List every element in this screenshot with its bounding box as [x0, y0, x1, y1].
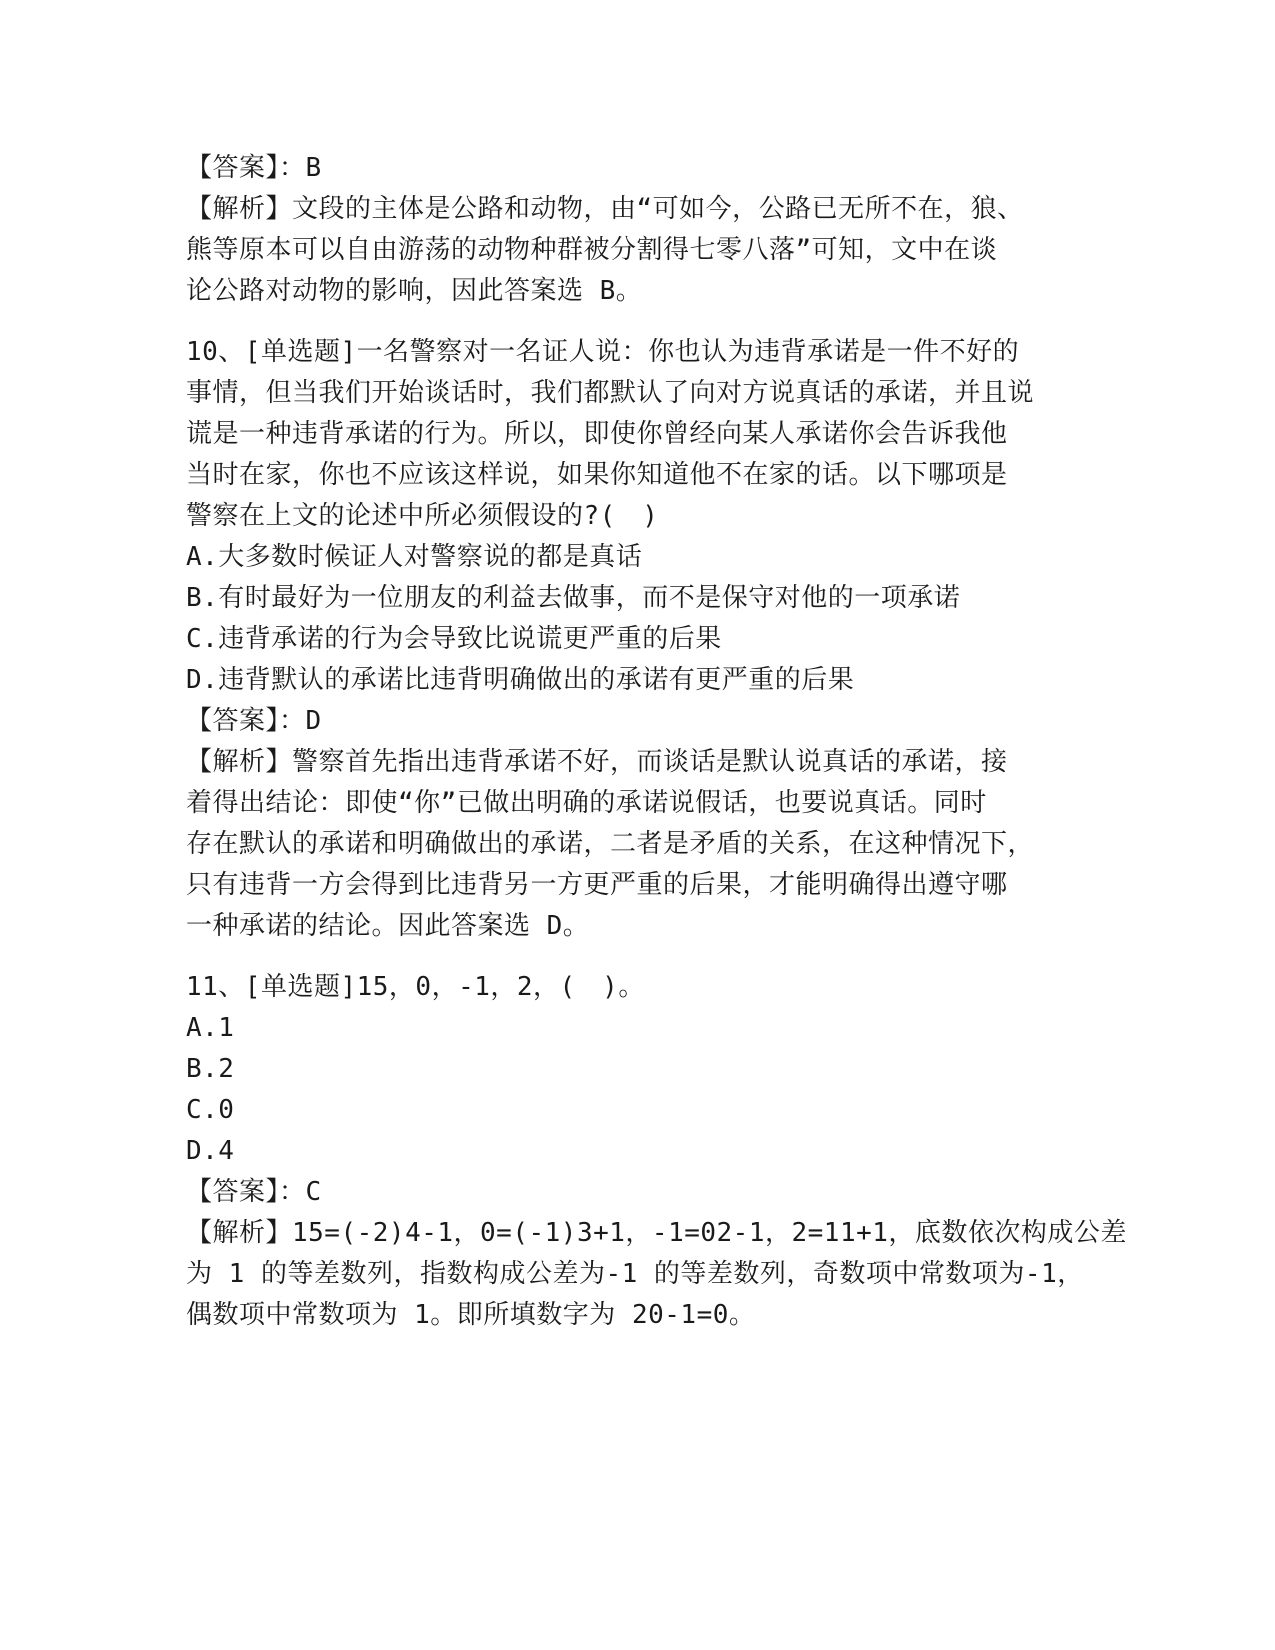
analysis-line: 为 1 的等差数列，指数构成公差为-1 的等差数列，奇数项中常数项为-1，: [186, 1259, 1084, 1289]
analysis-line: 熊等原本可以自由游荡的动物种群被分割得七零八落”可知，文中在谈: [186, 235, 998, 265]
answer-line: 【答案】：D: [186, 706, 322, 736]
question-line: 警察在上文的论述中所必须假设的?( ): [186, 501, 659, 531]
question-line: 当时在家，你也不应该这样说，如果你知道他不在家的话。以下哪项是: [186, 460, 1008, 490]
answer-line: 【答案】：C: [186, 1177, 322, 1207]
spacer: [186, 312, 1086, 332]
question-9-tail: [186, 148, 1086, 312]
analysis-block: [186, 189, 1086, 312]
question-text: [186, 332, 1086, 537]
analysis-line: 着得出结论：即使“你”已做出明确的承诺说假话，也要说真话。同时: [186, 788, 987, 818]
analysis-line: 【解析】文段的主体是公路和动物，由“可如今，公路已无所不在，狼、: [186, 194, 1024, 224]
analysis-line: 存在默认的承诺和明确做出的承诺，二者是矛盾的关系，在这种情况下，: [186, 829, 1035, 859]
question-11: [186, 967, 1127, 1336]
document-page: [186, 148, 1127, 1336]
option-a: A.大多数时候证人对警察说的都是真话: [186, 542, 643, 572]
option-a: A.1: [186, 1013, 235, 1043]
option-d: D.4: [186, 1136, 235, 1166]
analysis-line: 只有违背一方会得到比违背另一方更严重的后果，才能明确得出遵守哪: [186, 870, 1008, 900]
option-c: C.违背承诺的行为会导致比说谎更严重的后果: [186, 624, 722, 654]
options-list: [186, 537, 1086, 701]
question-line: 事情，但当我们开始谈话时，我们都默认了向对方说真话的承诺，并且说: [186, 378, 1035, 408]
question-10: [186, 332, 1086, 947]
option-c: C.0: [186, 1095, 235, 1125]
spacer: [186, 947, 1086, 967]
analysis-block: [186, 742, 1086, 947]
options-list: [186, 1008, 1086, 1172]
analysis-block: [186, 1213, 1127, 1336]
question-line: 11、[单选题]15，0，-1，2，( )。: [186, 972, 645, 1002]
option-b: B.2: [186, 1054, 235, 1084]
analysis-line: 【解析】15=(-2)4-1，0=(-1)3+1，-1=02-1，2=11+1，底数依次构成公差: [186, 1218, 1127, 1248]
answer-line: 【答案】：B: [186, 153, 322, 183]
analysis-line: 【解析】警察首先指出违背承诺不好，而谈话是默认说真话的承诺，接: [186, 747, 1008, 777]
analysis-line: 偶数项中常数项为 1。即所填数字为 20-1=0。: [186, 1300, 756, 1330]
analysis-line: 论公路对动物的影响，因此答案选 B。: [186, 276, 643, 306]
question-line: 谎是一种违背承诺的行为。所以，即使你曾经向某人承诺你会告诉我他: [186, 419, 1008, 449]
question-line: 10、[单选题]一名警察对一名证人说：你也认为违背承诺是一件不好的: [186, 337, 1020, 367]
option-b: B.有时最好为一位朋友的利益去做事，而不是保守对他的一项承诺: [186, 583, 961, 613]
analysis-line: 一种承诺的结论。因此答案选 D。: [186, 911, 590, 941]
option-d: D.违背默认的承诺比违背明确做出的承诺有更严重的后果: [186, 665, 855, 695]
